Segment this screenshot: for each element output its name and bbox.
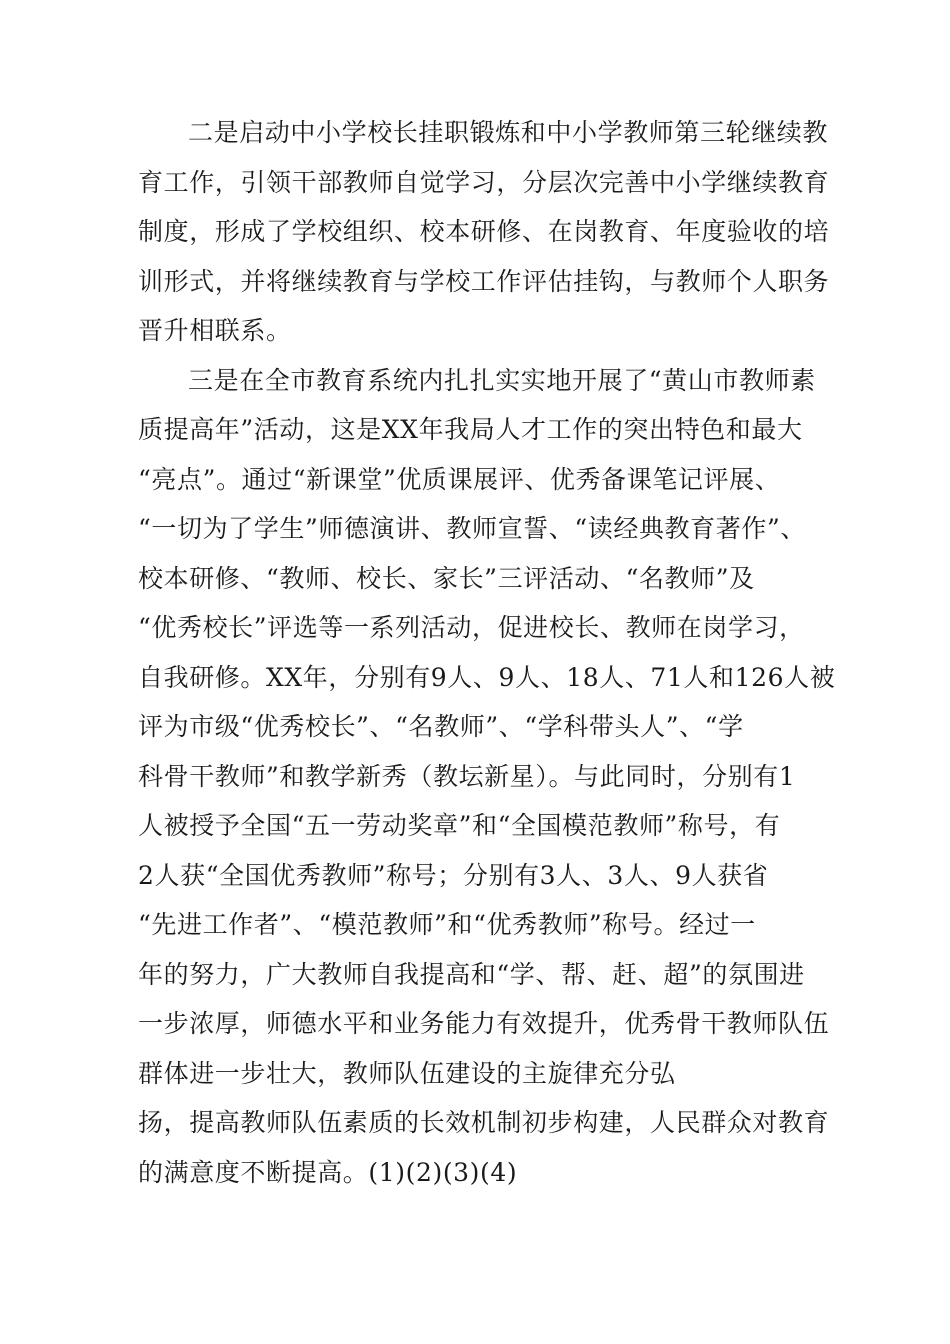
text-line: 一步浓厚，师德水平和业务能力有效提升，优秀骨干教师队伍 <box>138 1009 830 1038</box>
text-line: “一切为了学生”师德演讲、教师宣誓、“读经典教育著作”、 <box>138 514 806 543</box>
text-line: 三是在全市教育系统内扎扎实实地开展了“黄山市教师素 <box>188 365 816 395</box>
text-line: 评为市级“优秀校长”、“名教师”、“学科带头人”、“学 <box>138 712 744 741</box>
text-line: 自我研修。XX年，分别有9人、9人、18人、71人和126人被 <box>138 662 836 692</box>
text-line: 育工作，引领干部教师自觉学习，分层次完善中小学继续教育 <box>138 167 830 197</box>
document-body <box>138 108 838 1197</box>
text-line: 训形式，并将继续教育与学校工作评估挂钩，与教师个人职务 <box>138 266 830 296</box>
text-line: 群体进一步壮大，教师队伍建设的主旋律充分弘 <box>138 1058 676 1088</box>
text-line: “优秀校长”评选等一系列活动，促进校长、教师在岗学习， <box>138 613 805 642</box>
text-line: 校本研修、“教师、校长、家长”三评活动、“名教师”及 <box>138 563 755 593</box>
text-line: 晋升相联系。 <box>138 316 292 345</box>
text-line: 的满意度不断提高。(1)(2)(3)(4) <box>138 1157 518 1187</box>
text-line: 制度，形成了学校组织、校本研修、在岗教育、年度验收的培 <box>138 217 830 246</box>
text-line: 年的努力，广大教师自我提高和“学、帮、赶、超”的氛围进 <box>138 959 805 989</box>
text-line: 人被授予全国“五一劳动奖章”和“全国模范教师”称号，有 <box>138 811 781 840</box>
paragraph-3 <box>138 356 838 1198</box>
text-line: “亮点”。通过“新课堂”优质课展评、优秀备课笔记评展、 <box>138 464 781 494</box>
text-line: 扬，提高教师队伍素质的长效机制初步构建，人民群众对教育 <box>138 1108 830 1137</box>
text-line: 2人获“全国优秀教师”称号；分别有3人、3人、9人获省 <box>138 860 769 890</box>
paragraph-2 <box>138 108 838 356</box>
text-line: 质提高年”活动，这是XX年我局人才工作的突出特色和最大 <box>138 415 803 444</box>
text-line: “先进工作者”、“模范教师”和“优秀教师”称号。经过一 <box>138 910 756 939</box>
text-line: 科骨干教师”和教学新秀（教坛新星）。与此同时，分别有1 <box>138 761 796 791</box>
text-line: 二是启动中小学校长挂职锻炼和中小学教师第三轮继续教 <box>188 118 829 147</box>
